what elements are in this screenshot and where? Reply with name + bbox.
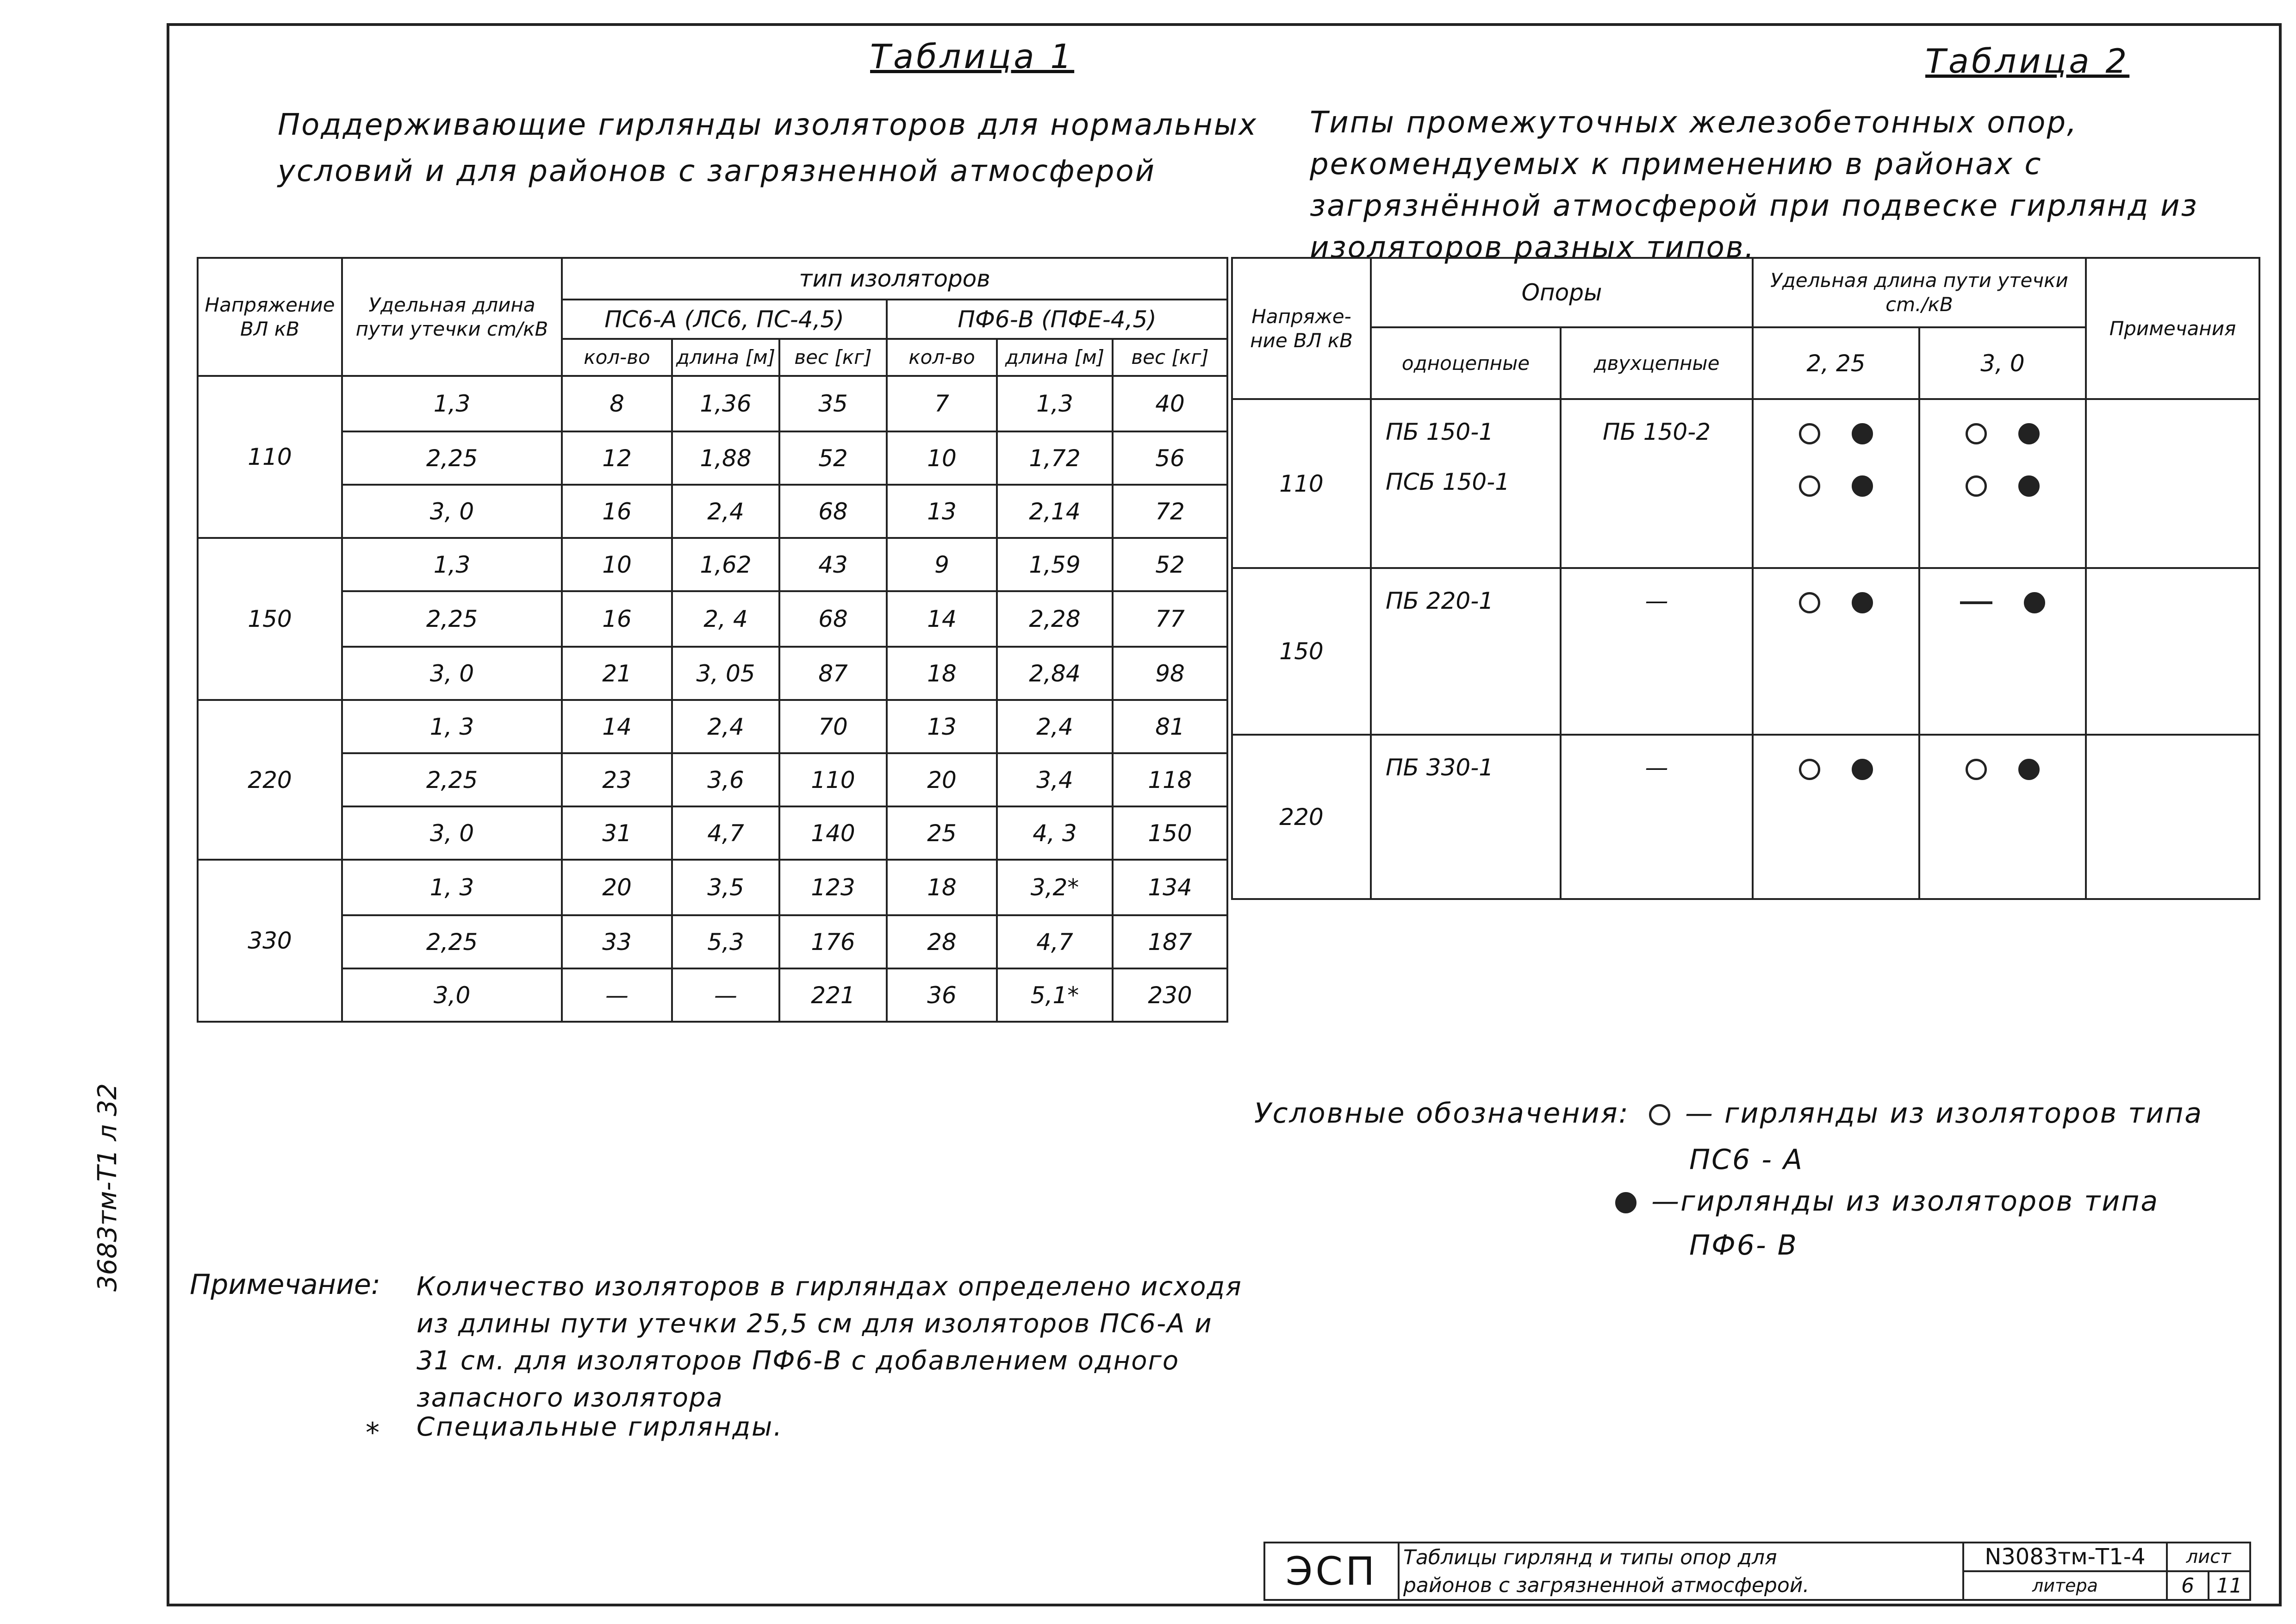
t1-cell-a-cnt: 10 [562,538,672,591]
t2-voltage: 220 [1232,735,1371,899]
t2-marks-a [1753,399,1919,568]
t1-header-length: длина [м] [997,339,1113,376]
t2-header-single: одноцепные [1371,327,1561,399]
t1-cell-a-w: 110 [779,753,887,806]
t1-row [198,753,1227,806]
t1-cell-b-cnt: 18 [887,647,997,700]
t1-voltage: 220 [198,700,342,860]
t1-cell-a-w: 70 [779,700,887,753]
t1-cell-leak: 1,3 [342,376,562,431]
open-circle-icon [1799,592,1820,613]
t1-cell-a-cnt: 12 [562,431,672,485]
t2-header-supports: Опоры [1371,258,1753,327]
t1-cell-b-w: 118 [1113,753,1227,806]
t1-cell-b-w: 77 [1113,591,1227,647]
t1-row [198,806,1227,860]
t1-header-length: длина [м] [672,339,779,376]
open-circle-icon [1966,475,1987,497]
t1-voltage: 110 [198,376,342,538]
t1-cell-b-len: 3,2* [997,860,1113,915]
t2-voltage: 110 [1232,399,1371,568]
t2-marks-b [1919,568,2086,735]
t1-cell-b-w: 52 [1113,538,1227,591]
stamp-sheet: 6 [2167,1571,2209,1600]
t1-cell-b-cnt: 13 [887,485,997,538]
t2-single-cell [1371,399,1561,568]
t1-body [198,376,1227,1022]
open-circle-icon [1966,423,1987,444]
t1-cell-b-len: 1,59 [997,538,1113,591]
t1-cell-b-cnt: 20 [887,753,997,806]
t1-header-group-b: ПФ6-В (ПФЕ-4,5) [887,300,1227,339]
t1-cell-b-cnt: 9 [887,538,997,591]
t1-cell-leak: 2,25 [342,591,562,647]
t1-cell-b-cnt: 36 [887,968,997,1022]
t2-header-leak-b: 3, 0 [1919,327,2086,399]
t1-cell-b-len: 2,4 [997,700,1113,753]
t2-single-2: ПСБ 150-1 [1386,468,1510,495]
table1-caption: Поддерживающие гирлянды изоляторов для нормальных условий и для районов с загрязненной атмосферой [278,108,1258,188]
stamp-title-1: Таблицы гирлянд и типы опор для [1399,1543,1963,1571]
filled-circle-icon [1852,423,1873,444]
t1-cell-a-cnt: 33 [562,915,672,968]
t2-header-leakage: Удельная длина пути утечки cm./кВ [1753,258,2086,327]
t1-header-count: кол-во [562,339,672,376]
table1-number: Таблица 1 [870,37,1075,76]
t1-cell-b-w: 187 [1113,915,1227,968]
t1-header-weight: вес [кг] [779,339,887,376]
t2-header-voltage: Напряже-ние ВЛ кВ [1232,258,1371,399]
t2-header-double: двухцепные [1561,327,1753,399]
t1-voltage: 330 [198,860,342,1022]
t2-single-1: ПБ 150-1 [1386,418,1494,445]
t2-marks-b [1919,399,2086,568]
t1-cell-a-cnt: 20 [562,860,672,915]
insulator-strings-table [197,257,1228,1023]
filled-circle-icon [1615,1192,1636,1213]
open-circle-icon [1799,475,1820,497]
t2-remark [2086,568,2259,735]
table2-number: Таблица 2 [1925,42,2130,81]
t1-cell-a-cnt: 16 [562,485,672,538]
t1-cell-b-w: 40 [1113,376,1227,431]
t1-cell-leak: 1, 3 [342,700,562,753]
t1-cell-b-cnt: 14 [887,591,997,647]
t1-row [198,968,1227,1022]
t2-voltage: 150 [1232,568,1371,735]
t2-marks-a [1753,735,1919,899]
t1-cell-leak: 3, 0 [342,647,562,700]
t1-cell-a-cnt: 8 [562,376,672,431]
t1-header-weight: вес [кг] [1113,339,1227,376]
t1-cell-b-len: 4, 3 [997,806,1113,860]
t1-cell-a-w: 43 [779,538,887,591]
t1-cell-a-len: 2,4 [672,485,779,538]
support-types-table [1231,257,2260,900]
legend-filled-text: —гирлянды из изоляторов типа [1651,1185,2159,1218]
t1-cell-a-cnt: 14 [562,700,672,753]
dash-icon [1960,601,1992,604]
t1-cell-a-w: 52 [779,431,887,485]
t1-cell-leak: 2,25 [342,753,562,806]
t2-header-remarks: Примечания [2086,258,2259,399]
t1-row [198,915,1227,968]
t1-cell-a-w: 221 [779,968,887,1022]
t1-row [198,700,1227,753]
t1-cell-a-w: 176 [779,915,887,968]
note-star-text: Специальные гирлянды. [417,1412,784,1442]
stamp-litera-label: литера [1963,1571,2167,1600]
t1-cell-b-len: 2,28 [997,591,1113,647]
t2-header-leak-a: 2, 25 [1753,327,1919,399]
t1-cell-a-cnt: 21 [562,647,672,700]
t1-header-count: кол-во [887,339,997,376]
t1-cell-b-len: 1,3 [997,376,1113,431]
t1-row [198,538,1227,591]
t1-voltage: 150 [198,538,342,700]
t1-cell-a-w: 68 [779,485,887,538]
filled-circle-icon [2018,759,2040,780]
t2-double: ПБ 150-2 [1561,399,1753,568]
t1-cell-b-w: 134 [1113,860,1227,915]
t1-cell-b-len: 3,4 [997,753,1113,806]
legend-open-type: ПС6 - А [1689,1143,1804,1176]
legend-filled-row [1615,1185,2159,1218]
t2-marks-a [1753,568,1919,735]
t1-cell-a-cnt: — [562,968,672,1022]
t2-single-1: ПБ 330-1 [1371,735,1561,899]
t1-cell-b-len: 5,1* [997,968,1113,1022]
t1-cell-leak: 3, 0 [342,485,562,538]
t1-cell-a-len: 1,88 [672,431,779,485]
table2-caption: Типы промежуточных железобетонных опор, рекомендуемых к применению в районах с загрязнённой атмосферой при подвеске гирлянд из изоляторов разных типов. [1310,106,2198,265]
t1-header-insulator-type: тип изоляторов [562,258,1227,300]
t1-cell-leak: 1,3 [342,538,562,591]
filled-circle-icon [2018,475,2040,497]
filled-circle-icon [2018,423,2040,444]
t1-cell-b-w: 230 [1113,968,1227,1022]
t1-row [198,591,1227,647]
t1-header-group-a: ПС6-А (ЛС6, ПС-4,5) [562,300,887,339]
t2-double: — [1561,568,1753,735]
legend-open-text: — гирлянды из изоляторов типа [1685,1097,2203,1130]
t1-cell-leak: 2,25 [342,431,562,485]
filled-circle-icon [1852,759,1873,780]
t1-cell-a-cnt: 23 [562,753,672,806]
t1-row [198,431,1227,485]
t1-row [198,485,1227,538]
filled-circle-icon [1852,475,1873,497]
t1-cell-a-len: 4,7 [672,806,779,860]
t1-cell-leak: 3, 0 [342,806,562,860]
stamp-org: ЭСП [1264,1543,1399,1600]
t1-cell-leak: 1, 3 [342,860,562,915]
t1-cell-b-cnt: 7 [887,376,997,431]
t2-remark [2086,399,2259,568]
t1-cell-a-len: 5,3 [672,915,779,968]
t1-cell-a-len: 1,62 [672,538,779,591]
title-block [1263,1542,2251,1601]
filled-circle-icon [1852,592,1873,613]
legend-filled-type: ПФ6- В [1689,1229,1798,1262]
t2-single-1: ПБ 220-1 [1371,568,1561,735]
t1-cell-b-len: 2,84 [997,647,1113,700]
stamp-sheet-label: лист [2167,1543,2250,1571]
t1-cell-a-cnt: 16 [562,591,672,647]
t1-cell-b-cnt: 25 [887,806,997,860]
t1-header-voltage: Напряжение ВЛ кВ [198,258,342,376]
t1-row [198,860,1227,915]
t1-cell-a-w: 140 [779,806,887,860]
open-circle-icon [1966,759,1987,780]
t1-cell-b-cnt: 13 [887,700,997,753]
t1-cell-a-len: 2,4 [672,700,779,753]
legend-title: Условные обозначения: [1254,1097,1630,1130]
t1-cell-b-cnt: 10 [887,431,997,485]
t1-cell-a-cnt: 31 [562,806,672,860]
stamp-title-2: районов с загрязненной атмосферой. [1399,1571,1963,1600]
t1-cell-b-w: 81 [1113,700,1227,753]
open-circle-icon [1799,759,1820,780]
t1-row [198,647,1227,700]
note-text: Количество изоляторов в гирляндах определено исходя из длины пути утечки 25,5 см для изоляторов ПС6-А и 31 см. для изоляторов ПФ6-В с добавлением одного запасного изолятора [417,1272,1242,1413]
legend [1254,1097,2203,1130]
t1-cell-b-cnt: 18 [887,860,997,915]
t1-cell-a-w: 87 [779,647,887,700]
filled-circle-icon [2024,592,2045,613]
t1-cell-a-len: 1,36 [672,376,779,431]
t1-row [198,376,1227,431]
t1-cell-a-len: 3, 05 [672,647,779,700]
t1-cell-b-w: 56 [1113,431,1227,485]
t1-cell-a-w: 123 [779,860,887,915]
t1-header-leakage: Удельная длина пути утечки cm/кВ [342,258,562,376]
open-circle-icon [1649,1104,1670,1125]
t1-cell-a-len: — [672,968,779,1022]
t1-cell-b-w: 72 [1113,485,1227,538]
t1-cell-leak: 3,0 [342,968,562,1022]
t1-cell-a-w: 35 [779,376,887,431]
t1-cell-a-len: 2, 4 [672,591,779,647]
t1-cell-b-len: 2,14 [997,485,1113,538]
t1-cell-a-len: 3,5 [672,860,779,915]
t1-cell-b-cnt: 28 [887,915,997,968]
stamp-total: 11 [2209,1571,2250,1600]
t1-cell-b-w: 150 [1113,806,1227,860]
t2-marks-b [1919,735,2086,899]
side-inventory-number: 3683тм-Т1 л 32 [93,1083,123,1292]
note-star: * [366,1417,380,1449]
t1-cell-a-w: 68 [779,591,887,647]
t1-cell-b-len: 1,72 [997,431,1113,485]
t2-remark [2086,735,2259,899]
stamp-code: N3083тм-Т1-4 [1963,1543,2167,1571]
t1-cell-b-w: 98 [1113,647,1227,700]
t1-cell-a-len: 3,6 [672,753,779,806]
t1-cell-leak: 2,25 [342,915,562,968]
t2-double: — [1561,735,1753,899]
t1-cell-b-len: 4,7 [997,915,1113,968]
note-label: Примечание: [190,1268,380,1301]
open-circle-icon [1799,423,1820,444]
